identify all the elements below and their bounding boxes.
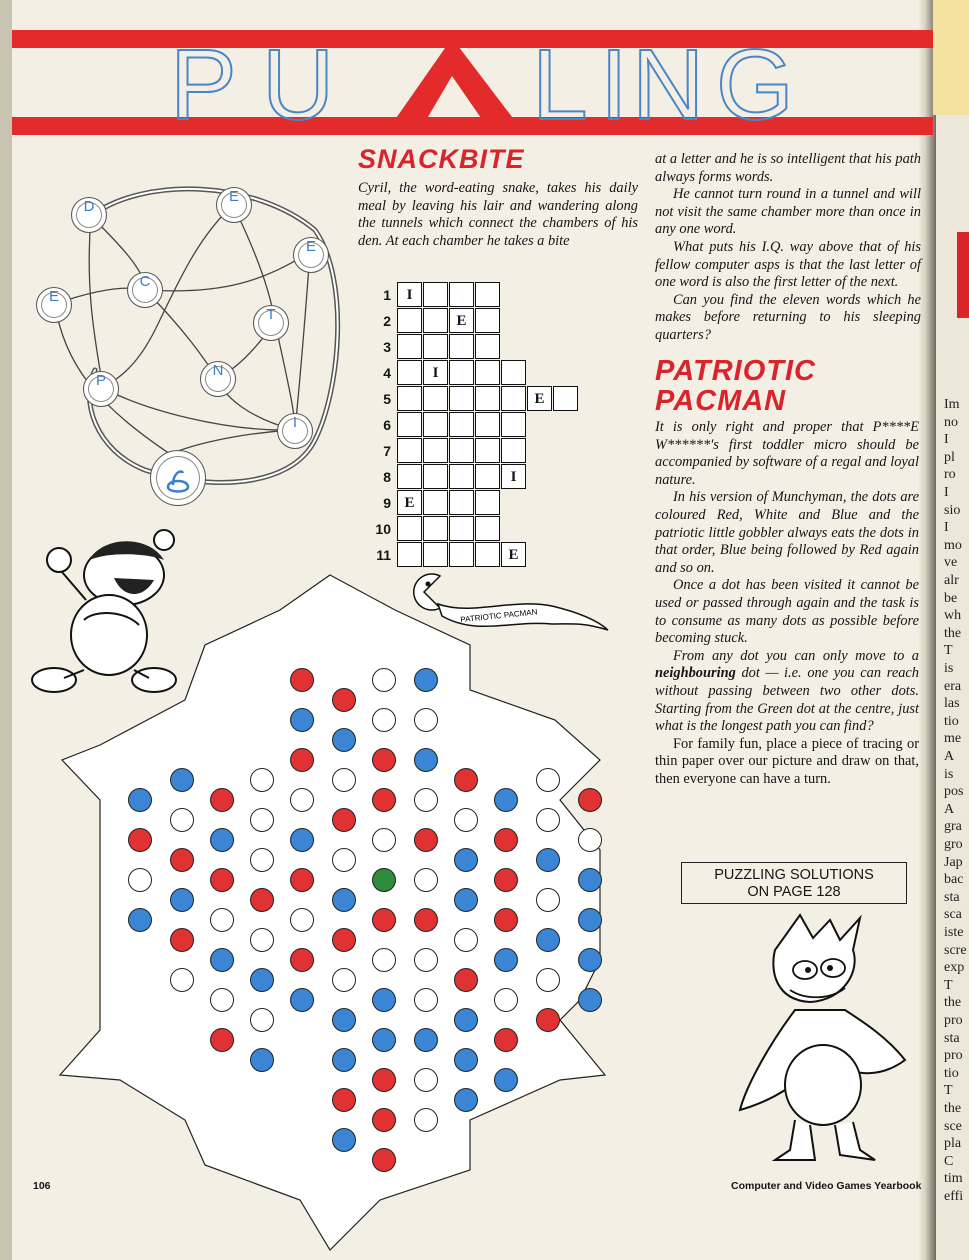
grid-cell[interactable]: E — [527, 386, 552, 411]
fragment: A — [944, 749, 955, 764]
dot-blue[interactable] — [290, 708, 314, 732]
dot-blue[interactable] — [372, 988, 396, 1012]
dot-red[interactable] — [210, 788, 234, 812]
dot-red[interactable] — [170, 848, 194, 872]
solutions-line-1: PUZZLING SOLUTIONS — [714, 867, 874, 883]
fragment: iste — [944, 925, 964, 940]
dot-red[interactable] — [414, 828, 438, 852]
grid-row-number: 6 — [383, 417, 391, 433]
dot-blue[interactable] — [414, 668, 438, 692]
fragment: A — [944, 801, 955, 817]
dot-white[interactable] — [290, 908, 314, 932]
dot-red[interactable] — [494, 828, 518, 852]
fragment: sta — [944, 1030, 960, 1046]
dot-white[interactable] — [250, 1008, 274, 1032]
dot-red[interactable] — [290, 748, 314, 772]
fragment: pla — [944, 1136, 962, 1152]
grid-row-number: 11 — [376, 547, 391, 563]
dot-white[interactable] — [210, 988, 234, 1012]
fragment: T — [944, 977, 953, 993]
dot-blue[interactable] — [290, 828, 314, 852]
fragment: pro — [944, 1048, 963, 1064]
fragment: sio — [944, 502, 961, 518]
dot-white[interactable] — [414, 988, 438, 1012]
dot-white[interactable] — [250, 768, 274, 792]
chamber-letter: N — [212, 362, 224, 379]
fragment: mo — [944, 537, 962, 553]
dot-red[interactable] — [372, 1148, 396, 1172]
chamber-letter: E — [305, 238, 316, 255]
fragment: pro — [944, 1013, 963, 1028]
grid-cell[interactable]: E — [449, 308, 474, 333]
grid-row-number: 1 — [383, 287, 391, 303]
snackbite-paragraph-3: What puts his I.Q. way above that of his fellow computer asps is that the last letter of one word is also the first letter of the next. — [655, 238, 921, 291]
publication-name: Computer and Video Games Yearbook — [731, 1180, 922, 1192]
grid-row-number: 4 — [383, 365, 391, 381]
fragment: tio — [944, 1065, 959, 1081]
fragment: pos — [944, 784, 964, 800]
fragment: Jap — [944, 854, 963, 870]
grid-cell[interactable]: E — [397, 490, 422, 515]
fragment: las — [944, 696, 960, 712]
header-letter-p: P — [170, 29, 241, 141]
dot-red[interactable] — [494, 908, 518, 932]
dot-red[interactable] — [290, 868, 314, 892]
fragment: T — [944, 1083, 953, 1099]
dot-blue[interactable] — [536, 848, 560, 872]
dot-white[interactable] — [536, 768, 560, 792]
patriotic-paragraph-4: For family fun, place a piece of tracing or thin paper over our picture and draw on that, then everyone can have a turn. — [655, 735, 919, 787]
dot-white[interactable] — [454, 808, 478, 832]
dot-red[interactable] — [414, 908, 438, 932]
dot-white[interactable] — [250, 808, 274, 832]
dot-red[interactable] — [494, 1028, 518, 1052]
fragment: T — [944, 643, 953, 659]
dot-blue[interactable] — [250, 968, 274, 992]
dot-blue[interactable] — [332, 1128, 356, 1152]
dot-blue[interactable] — [578, 988, 602, 1012]
grid-row-number: 2 — [383, 313, 391, 329]
fragment: tim — [944, 1171, 963, 1187]
dot-red[interactable] — [372, 908, 396, 932]
dot-red[interactable] — [332, 928, 356, 952]
dot-white[interactable] — [170, 968, 194, 992]
patriotic-p3-pre: From any dot you can only move to a — [673, 647, 919, 664]
fragment: wh — [944, 608, 962, 624]
page-number: 106 — [33, 1180, 51, 1192]
dot-white[interactable] — [332, 848, 356, 872]
dot-red[interactable] — [454, 968, 478, 992]
fragment: be — [944, 590, 958, 606]
grid-row-number: 5 — [383, 391, 391, 407]
dot-red[interactable] — [290, 668, 314, 692]
fragment: I — [944, 485, 949, 500]
chamber-letter: I — [292, 414, 298, 431]
dot-blue[interactable] — [250, 1048, 274, 1072]
dot-red[interactable] — [372, 1108, 396, 1132]
patriotic-paragraph-0: It is only right and proper that P****E W******'s first toddler micro should be accompanied by software of a regal and loyal nature. — [655, 419, 919, 488]
dot-red[interactable] — [454, 768, 478, 792]
fragment: bac — [944, 872, 964, 888]
chamber-letter: D — [83, 198, 95, 215]
dot-white[interactable] — [578, 828, 602, 852]
grid-cell[interactable]: I — [397, 282, 422, 307]
fragment: is — [944, 661, 954, 676]
dot-red[interactable] — [578, 788, 602, 812]
fragment: the — [944, 625, 962, 641]
fragment: exp — [944, 960, 965, 976]
chamber-letter: T — [266, 306, 276, 323]
fragment: sta — [944, 889, 960, 905]
grid-row-number: 3 — [383, 339, 391, 355]
dot-blue[interactable] — [454, 888, 478, 912]
dot-red[interactable] — [372, 788, 396, 812]
dot-white[interactable] — [414, 1068, 438, 1092]
fragment: sca — [944, 907, 962, 923]
dot-white[interactable] — [372, 668, 396, 692]
dot-blue[interactable] — [454, 1008, 478, 1032]
header-letter-n: N — [632, 29, 709, 141]
snackbite-paragraph-4: Can you find the eleven words which he makes before returning to his sleeping quarters? — [655, 291, 921, 343]
dot-white[interactable] — [536, 888, 560, 912]
dot-red[interactable] — [494, 868, 518, 892]
grid-row-number: 7 — [383, 443, 391, 459]
patriotic-paragraph-1: In his version of Munchyman, the dots are coloured Red, White and Blue and the patriotic little gobbler always eats the dots in that order, Blue being followed by Red again and so on. — [655, 489, 919, 576]
snackbite-title: SNACKBITE — [358, 144, 525, 174]
dot-white[interactable] — [250, 848, 274, 872]
header-letter-g: G — [716, 29, 798, 141]
grid-cell[interactable]: I — [423, 360, 448, 385]
grid-row-number: 9 — [383, 495, 391, 511]
dot-white[interactable] — [414, 948, 438, 972]
dot-blue[interactable] — [332, 1048, 356, 1072]
dot-blue[interactable] — [332, 1008, 356, 1032]
dot-white[interactable] — [290, 788, 314, 812]
snackbite-paragraph-2: He cannot turn round in a tunnel and will not visit the same chamber more than once in any one word. — [655, 186, 921, 238]
dot-blue[interactable] — [170, 768, 194, 792]
header-letter-i: I — [600, 29, 632, 141]
dot-blue[interactable] — [332, 888, 356, 912]
dot-green[interactable] — [372, 868, 396, 892]
dot-blue[interactable] — [454, 1048, 478, 1072]
patriotic-title-line1: PATRIOTIC — [655, 355, 816, 387]
dot-white[interactable] — [414, 788, 438, 812]
fragment: me — [944, 731, 962, 747]
grid-cell[interactable]: E — [501, 542, 526, 567]
fragment: scre — [944, 942, 967, 958]
fragment: the — [944, 1101, 962, 1116]
dot-blue[interactable] — [290, 988, 314, 1012]
dot-red[interactable] — [170, 928, 194, 952]
fragment: no — [944, 414, 958, 430]
pacman-banner-text: PATRIOTIC PACMAN — [459, 607, 538, 625]
header-letter-l: L — [532, 29, 592, 141]
dot-red[interactable] — [290, 948, 314, 972]
dot-red[interactable] — [250, 888, 274, 912]
fragment: Im — [944, 397, 960, 412]
fragment: I — [944, 432, 949, 448]
dot-blue[interactable] — [494, 948, 518, 972]
dot-white[interactable] — [210, 908, 234, 932]
dot-white[interactable] — [250, 928, 274, 952]
grid-cell[interactable]: I — [501, 464, 526, 489]
fragment: I — [944, 520, 949, 536]
dot-red[interactable] — [332, 808, 356, 832]
dot-white[interactable] — [372, 948, 396, 972]
patriotic-title-line2: PACMAN — [655, 385, 787, 417]
dot-blue[interactable] — [578, 948, 602, 972]
dot-white[interactable] — [332, 968, 356, 992]
dot-blue[interactable] — [536, 928, 560, 952]
dot-white[interactable] — [494, 988, 518, 1012]
dot-red[interactable] — [372, 748, 396, 772]
fragment: gro — [944, 837, 963, 852]
dot-blue[interactable] — [210, 948, 234, 972]
dot-white[interactable] — [332, 768, 356, 792]
dot-white[interactable] — [536, 968, 560, 992]
fragment: is — [944, 766, 954, 782]
snackbite-intro-paragraph: Cyril, the word-eating snake, takes his daily meal by leaving his lair and wandering along the tunnels which connect the chambers of his den. At each chamber he takes a bite — [358, 180, 638, 249]
dot-white[interactable] — [414, 708, 438, 732]
chamber-letter: P — [95, 372, 106, 389]
dot-white[interactable] — [372, 828, 396, 852]
fragment: ro — [944, 467, 956, 483]
fragment: ve — [944, 555, 958, 571]
snackbite-paragraph-1: at a letter and he is so intelligent that his path always forms words. — [655, 151, 921, 185]
dot-white[interactable] — [128, 868, 152, 892]
fragment: sce — [944, 1118, 962, 1134]
solutions-line-2: ON PAGE 128 — [747, 884, 841, 900]
grid-row-number: 10 — [375, 521, 391, 537]
dot-blue[interactable] — [578, 868, 602, 892]
fragment: gra — [944, 819, 962, 835]
dot-white[interactable] — [414, 1108, 438, 1132]
dot-blue[interactable] — [454, 848, 478, 872]
vampire-cartoon — [735, 910, 915, 1168]
dot-red[interactable] — [372, 1068, 396, 1092]
chamber-letter: E — [228, 188, 239, 205]
dot-white[interactable] — [372, 708, 396, 732]
dot-red[interactable] — [332, 688, 356, 712]
chamber-letter: E — [48, 288, 59, 305]
dot-blue[interactable] — [414, 748, 438, 772]
dot-blue[interactable] — [128, 788, 152, 812]
dot-red[interactable] — [210, 1028, 234, 1052]
chamber-letter: C — [139, 273, 151, 290]
fragment: alr — [944, 573, 959, 588]
grid-row-number: 8 — [383, 469, 391, 485]
dot-blue[interactable] — [578, 908, 602, 932]
dot-blue[interactable] — [332, 728, 356, 752]
dot-blue[interactable] — [454, 1088, 478, 1112]
dot-red[interactable] — [536, 1008, 560, 1032]
dot-red[interactable] — [332, 1088, 356, 1112]
fragment: tio — [944, 713, 959, 729]
dot-white[interactable] — [536, 808, 560, 832]
patriotic-p3-bold: neighbouring — [655, 665, 736, 682]
fragment: effi — [944, 1189, 964, 1204]
dot-red[interactable] — [128, 828, 152, 852]
patriotic-p3-post: dot — i.e. one you can reach without passing between two other dots. Starting from the Green dot at the centre, just what is the longest path you can find? — [655, 665, 919, 735]
dot-blue[interactable] — [128, 908, 152, 932]
dot-blue[interactable] — [372, 1028, 396, 1052]
dot-white[interactable] — [414, 868, 438, 892]
dot-blue[interactable] — [210, 828, 234, 852]
dot-red[interactable] — [210, 868, 234, 892]
header-letter-u: U — [262, 29, 339, 141]
dot-blue[interactable] — [494, 788, 518, 812]
fragment: era — [944, 678, 962, 694]
fragment: C — [944, 1153, 954, 1169]
fragment: the — [944, 995, 962, 1011]
patriotic-paragraph-2: Once a dot has been visited it cannot be used or passed through again and the task is to consume as many dots as possible before becoming stuck. — [655, 577, 919, 647]
dot-white[interactable] — [454, 928, 478, 952]
dot-blue[interactable] — [494, 1068, 518, 1092]
fragment: pl — [944, 449, 955, 465]
dot-blue[interactable] — [414, 1028, 438, 1052]
dot-white[interactable] — [170, 808, 194, 832]
dot-blue[interactable] — [170, 888, 194, 912]
